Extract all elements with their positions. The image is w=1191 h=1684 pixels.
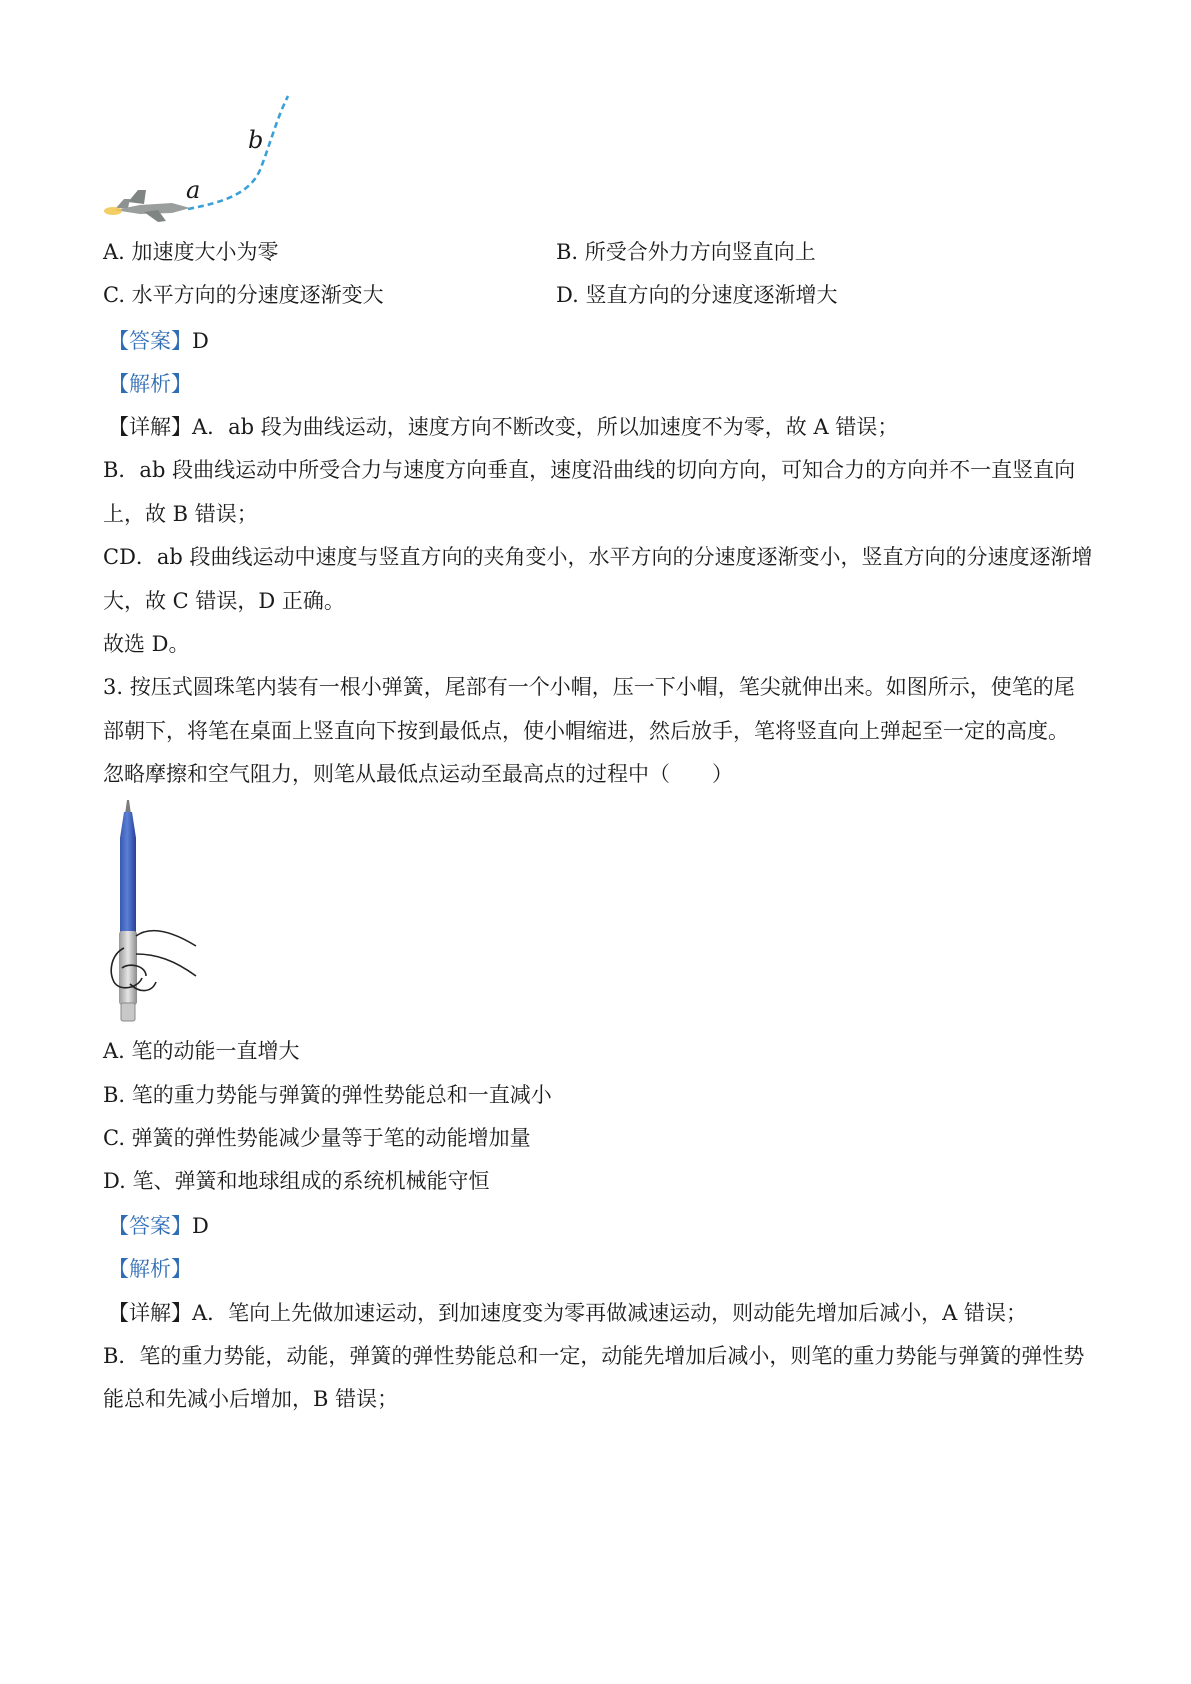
q2-detail-line-1 (108, 413, 898, 441)
q2-conclusion: 故选 D。 (103, 632, 190, 656)
figure-label-b: b (248, 126, 264, 154)
q2-detail-line-3: 上，故 B 错误； (103, 502, 258, 526)
jet-icon (104, 190, 190, 222)
answer-tag: 【答案】 (108, 1214, 192, 1238)
q2-answer (108, 327, 209, 355)
trajectory-curve (188, 96, 288, 209)
q3-analysis-heading (108, 1255, 192, 1283)
q3-option-b: B. 笔的重力势能与弹簧的弹性势能总和一直减小 (103, 1083, 552, 1107)
trajectory-figure (110, 90, 310, 225)
q3-answer (108, 1212, 209, 1240)
q2-analysis-heading (108, 370, 192, 398)
q2-option-b: B. 所受合外力方向竖直向上 (556, 240, 816, 264)
q3-stem-line-1: 3. 按压式圆珠笔内装有一根小弹簧，尾部有一个小帽，压一下小帽，笔尖就伸出来。如图所示，使笔的尾 (103, 675, 1075, 699)
q2-detail-line-5: 大，故 C 错误，D 正确。 (103, 589, 345, 613)
q3-option-d: D. 笔、弹簧和地球组成的系统机械能守恒 (103, 1169, 490, 1193)
q3-detail-line-2: B．笔的重力势能，动能，弹簧的弹性势能总和一定，动能先增加后减小，则笔的重力势能与弹簧的弹性势 (103, 1344, 1085, 1368)
q2-detail-line-4: CD．ab 段曲线运动中速度与竖直方向的夹角变小，水平方向的分速度逐渐变小，竖直方向的分速度逐渐增 (103, 545, 1093, 569)
q3-option-c: C. 弹簧的弹性势能减少量等于笔的动能增加量 (103, 1126, 531, 1150)
q2-option-a: A. 加速度大小为零 (103, 240, 279, 264)
q2-detail-line-2: B．ab 段曲线运动中所受合力与速度方向垂直，速度沿曲线的切向方向，可知合力的方向并不一直竖直向 (103, 458, 1076, 482)
q3-stem-line-2: 部朝下，将笔在桌面上竖直向下按到最低点，使小帽缩进，然后放手，笔将竖直向上弹起至一定的高度。 (103, 719, 1069, 743)
q2-option-c: C. 水平方向的分速度逐渐变大 (103, 283, 384, 307)
answer-value: D (192, 329, 209, 353)
answer-tag: 【答案】 (108, 329, 192, 353)
figure-label-a: a (186, 176, 201, 204)
detail-text: A．笔向上先做加速运动，到加速度变为零再做减速运动，则动能先增加后减小，A 错误； (192, 1301, 1028, 1325)
detail-text: A．ab 段为曲线运动，速度方向不断改变，所以加速度不为零，故 A 错误； (192, 415, 899, 439)
q3-stem-line-3: 忽略摩擦和空气阻力，则笔从最低点运动至最高点的过程中（ ） (103, 762, 733, 786)
pen-figure (100, 798, 210, 1028)
detail-tag: 【详解】 (108, 415, 192, 439)
q3-detail-line-1 (108, 1299, 1027, 1327)
detail-tag: 【详解】 (108, 1301, 192, 1325)
q2-option-d: D. 竖直方向的分速度逐渐增大 (556, 283, 838, 307)
answer-value: D (192, 1214, 209, 1238)
q3-detail-line-3: 能总和先减小后增加，B 错误； (103, 1387, 399, 1411)
analysis-tag: 【解析】 (108, 372, 192, 396)
analysis-tag: 【解析】 (108, 1257, 192, 1281)
q3-option-a: A. 笔的动能一直增大 (103, 1039, 300, 1063)
